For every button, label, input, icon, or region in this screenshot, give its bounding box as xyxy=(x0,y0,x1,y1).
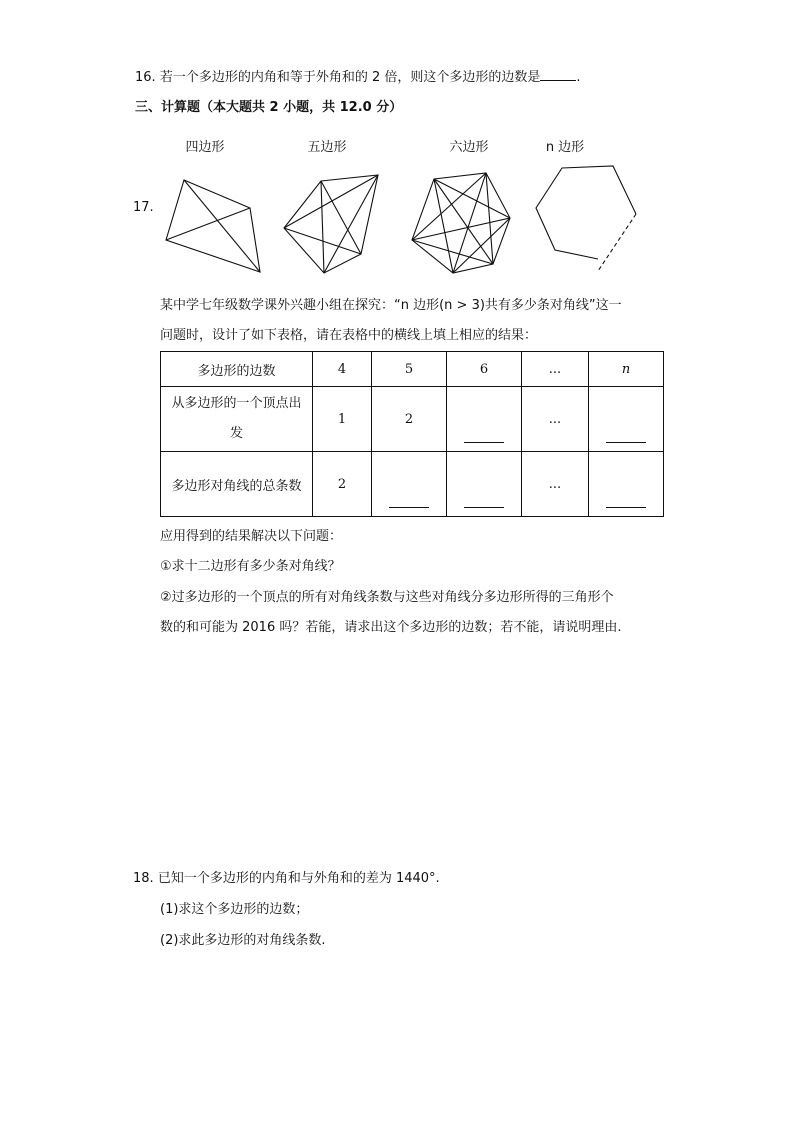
table-cell: ... xyxy=(522,387,589,452)
q17-sub1: ①求十二边形有多少条对角线？ xyxy=(160,559,341,574)
table-header-cell: 4 xyxy=(313,352,372,387)
answer-blank[interactable] xyxy=(464,507,504,508)
table-cell: 1 xyxy=(313,387,372,452)
table-cell: 2 xyxy=(313,452,372,517)
section-heading: 三、计算题（本大题共 2 小题，共 12.0 分） xyxy=(135,100,403,115)
table-row-label xyxy=(161,387,313,452)
table-cell-blank[interactable] xyxy=(589,387,664,452)
q18-sub1: (1)求这个多边形的边数； xyxy=(160,902,309,917)
hexagon-figure xyxy=(412,173,510,273)
row-label-part: 从多边形的一个顶点出 xyxy=(171,396,302,411)
answer-blank[interactable] xyxy=(464,442,504,443)
table-cell-blank[interactable] xyxy=(447,452,522,517)
question-number: 16. xyxy=(135,70,156,85)
question-number: 18. xyxy=(133,871,154,886)
table-header-cell: ... xyxy=(522,352,589,387)
question-text: 已知一个多边形的内角和与外角和的差为 1440°. xyxy=(157,871,440,886)
table-header-cell: 6 xyxy=(447,352,522,387)
table-row-label: 多边形对角线的总条数 xyxy=(161,452,313,517)
question-16 xyxy=(135,66,581,88)
shape-label-quadrilateral: 四边形 xyxy=(185,140,225,155)
table-cell: ... xyxy=(522,452,589,517)
row-label-part: 发 xyxy=(229,426,243,441)
table-cell: 2 xyxy=(372,387,447,452)
table-cell-blank[interactable] xyxy=(447,387,522,452)
answer-blank[interactable] xyxy=(389,507,429,508)
question-18 xyxy=(133,869,440,889)
q18-sub2: (2)求此多边形的对角线条数. xyxy=(160,933,326,948)
diagonals-table xyxy=(160,351,664,517)
question-text: 若一个多边形的内角和等于外角和的 2 倍，则这个多边形的边数是 xyxy=(159,70,541,85)
q17-sub2-line2: 数的和可能为 2016 吗？若能，请求出这个多边形的边数；若不能，请说明理由. xyxy=(160,620,622,635)
question-17-number: 17. xyxy=(133,200,154,215)
q17-intro-line1: 某中学七年级数学课外兴趣小组在探究：“n 边形(n > 3)共有多少条对角线”这一 xyxy=(160,298,622,313)
table-header-cell: 多边形的边数 xyxy=(161,352,313,387)
answer-blank[interactable] xyxy=(606,442,646,443)
table-row xyxy=(161,452,664,517)
n-gon-figure xyxy=(536,166,636,271)
answer-blank[interactable] xyxy=(540,66,576,81)
shape-label-pentagon: 五边形 xyxy=(307,140,347,155)
table-cell-blank[interactable] xyxy=(372,452,447,517)
q17-apply: 应用得到的结果解决以下问题： xyxy=(160,529,343,544)
table-cell-blank[interactable] xyxy=(589,452,664,517)
shape-label-hexagon: 六边形 xyxy=(449,140,489,155)
q17-sub2-line1: ②过多边形的一个顶点的所有对角线条数与这些对角线分多边形所得的三角形个 xyxy=(160,590,614,605)
table-header-row xyxy=(161,352,664,387)
table-header-cell: n xyxy=(589,352,664,387)
polygon-figures xyxy=(150,160,650,280)
table-header-cell: 5 xyxy=(372,352,447,387)
pentagon-figure xyxy=(284,175,378,273)
table-row xyxy=(161,387,664,452)
shape-label-n-gon: n 边形 xyxy=(545,140,585,155)
quadrilateral-figure xyxy=(166,180,260,272)
answer-blank[interactable] xyxy=(606,507,646,508)
question-end: . xyxy=(576,70,581,85)
q17-intro-line2: 问题时，设计了如下表格，请在表格中的横线上填上相应的结果： xyxy=(160,328,538,343)
